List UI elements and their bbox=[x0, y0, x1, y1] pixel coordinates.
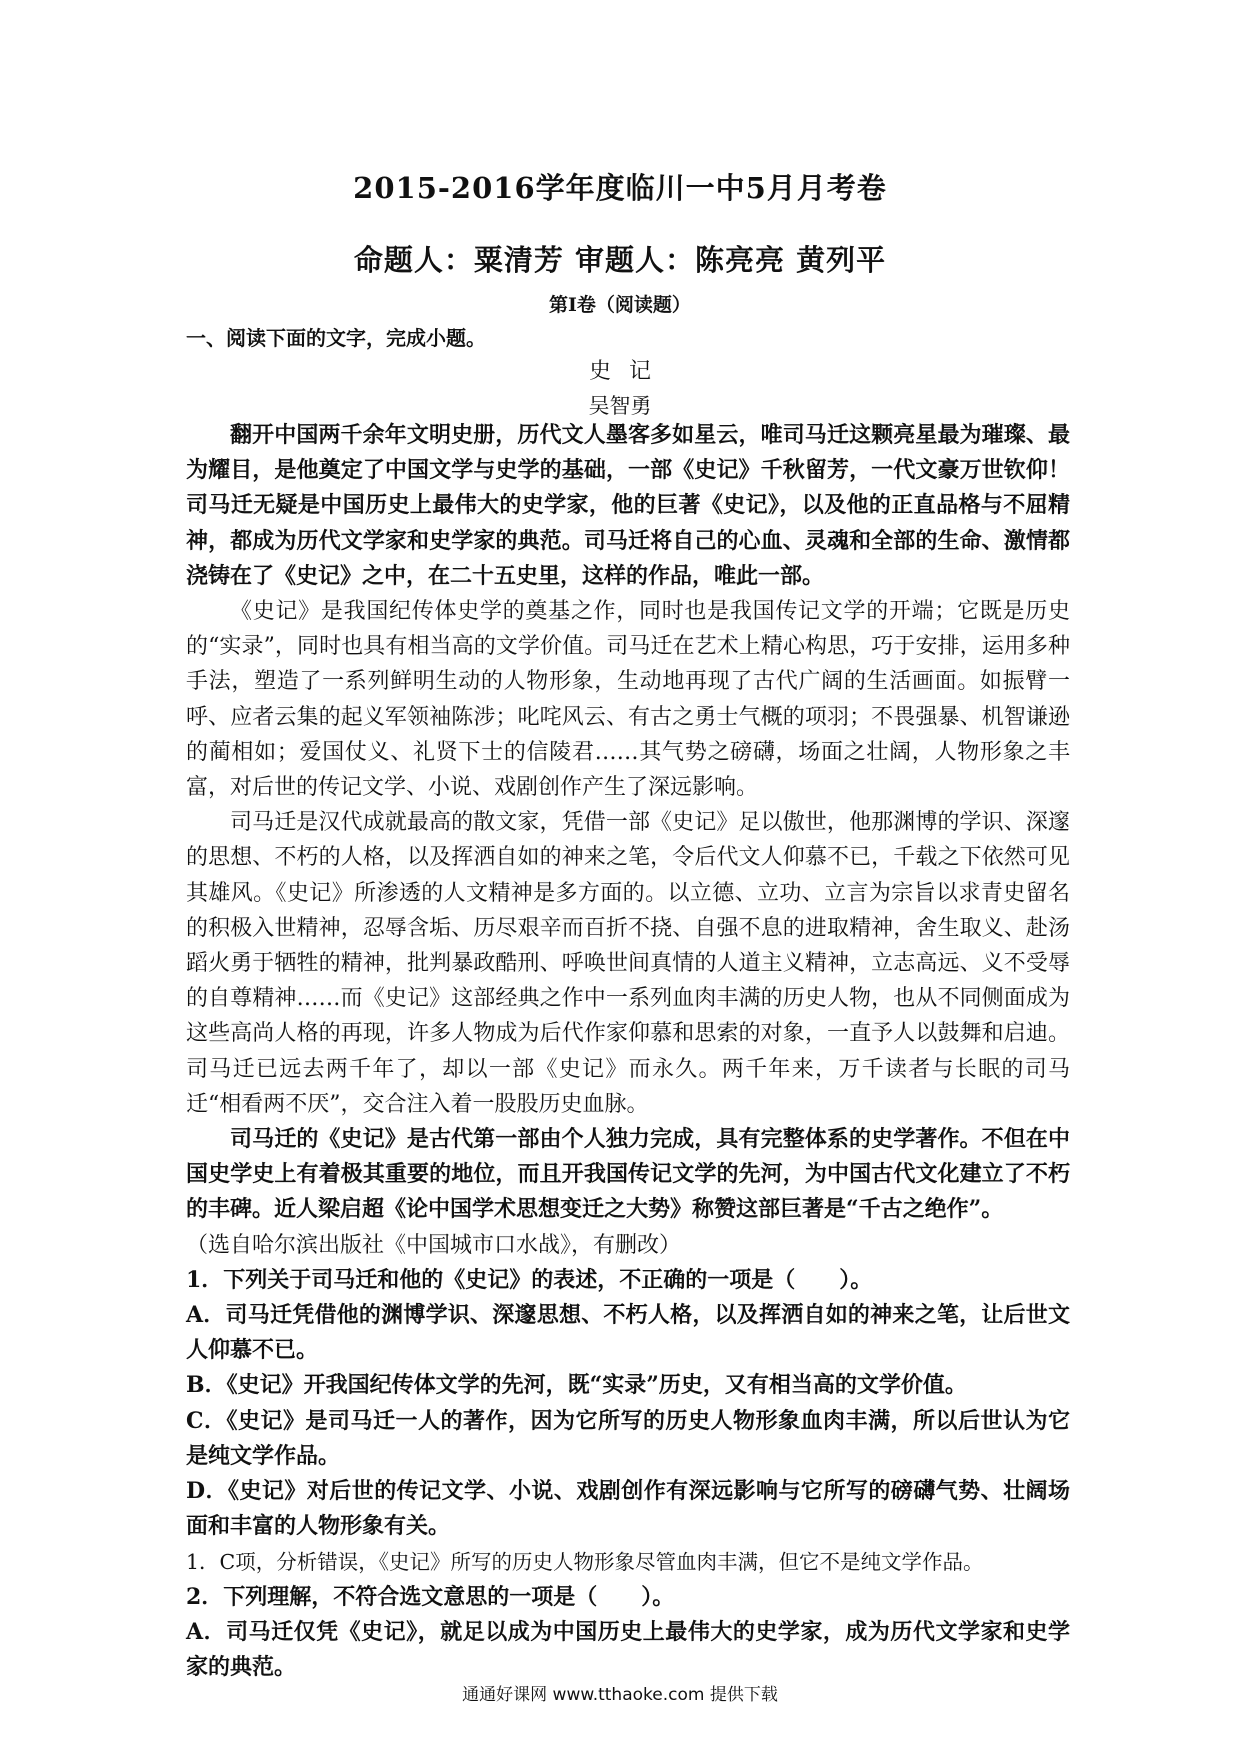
article-paragraph-4: 司马迁的《史记》是古代第一部由个人独力完成，具有完整体系的史学著作。不但在中国史学史上有着极其重要的地位，而且开我国传记文学的先河，为中国古代文化建立了不朽的丰碑。近人梁启超《论中国学术思想变迁之大势》称赞这部巨著是“千古之绝作”。 bbox=[186, 1126, 1070, 1223]
article-paragraph-3: 司马迁是汉代成就最高的散文家，凭借一部《史记》足以傲世，他那渊博的学识、深邃的思想、不朽的人格，以及挥洒自如的神来之笔，令后代文人仰慕不已，千载之下依然可见其雄风。《史记》所渗透的人文精神是多方面的。以立德、立功、立言为宗旨以求青史留名的积极入世精神，忍辱含垢、历尽艰辛而百折不挠、自强不息的进取精神，舍生取义、赴汤蹈火勇于牺牲的精神，批判暴政酷刑、呼唤世间真情的人道主义精神，立志高远、义不受辱的自尊精神……而《史记》这部经典之作中一系列血肉丰满的历史人物，也从不同侧面成为这些高尚人格的再现，许多人物成为后代作家仰慕和思索的对象，一直予人以鼓舞和启迪。司马迁已远去两千年了，却以一部《史记》而永久。两千年来，万千读者与长眠的司马迁“相看两不厌”，交合注入着一股股历史血脉。 bbox=[186, 810, 1070, 1117]
article-author: 吴智勇 bbox=[588, 394, 652, 418]
article-title: 史记 bbox=[588, 359, 669, 384]
volume-label: 第I卷（阅读题） bbox=[549, 294, 691, 316]
question-2-option-a: A．司马迁仅凭《史记》，就足以成为中国历史上最伟大的史学家，成为历代文学家和史学家的典范。 bbox=[186, 1618, 1070, 1681]
question-1-option-b: B．《史记》开我国纪传体文学的先河，既“实录”历史，又有相当高的文学价值。 bbox=[186, 1372, 967, 1399]
question-1-option-a: A．司马迁凭借他的渊博学识、深邃思想、不朽人格，以及挥洒自如的神来之笔，让后世文人仰慕不已。 bbox=[186, 1302, 1070, 1364]
section-heading: 一、阅读下面的文字，完成小题。 bbox=[186, 326, 486, 350]
exam-authors: 命题人：粟清芳 审题人：陈亮亮 黄列平 bbox=[353, 243, 887, 277]
article-paragraph-2: 《史记》是我国纪传体史学的奠基之作，同时也是我国传记文学的开端；它既是历史的“实录”，同时也具有相当高的文学价值。司马迁在艺术上精心构思，巧于安排，运用多种手法，塑造了一系列鲜明生动的人物形象，生动地再现了古代广阔的生活画面。如振臂一呼、应者云集的起义军领袖陈涉；叱咤风云、有古之勇士气概的项羽；不畏强暴、机智谦逊的蔺相如；爱国仗义、礼贤下士的信陵君……其气势之磅礴，场面之壮阔，人物形象之丰富，对后世的传记文学、小说、戏剧创作产生了深远影响。 bbox=[186, 599, 1070, 801]
question-1-option-d: D．《史记》对后世的传记文学、小说、戏剧创作有深远影响与它所写的磅礴气势、壮阔场面和丰富的人物形象有关。 bbox=[186, 1478, 1070, 1540]
article-body bbox=[186, 418, 1070, 1685]
download-footer: 通通好课网 www.tthaoke.com 提供下载 bbox=[462, 1685, 778, 1705]
exam-title: 2015-2016学年度临川一中5月月考卷 bbox=[353, 171, 887, 205]
article-paragraph-1: 翻开中国两千余年文明史册，历代文人墨客多如星云，唯司马迁这颗亮星最为璀璨、最为耀目，是他奠定了中国文学与史学的基础，一部《史记》千秋留芳，一代文豪万世钦仰！司马迁无疑是中国历史上最伟大的史学家，他的巨著《史记》，以及他的正直品格与不屈精神，都成为历代文学家和史学家的典范。司马迁将自己的心血、灵魂和全部的生命、激情都浇铸在了《史记》之中，在二十五史里，这样的作品，唯此一部。 bbox=[186, 422, 1070, 589]
question-1-option-c: C．《史记》是司马迁一人的著作，因为它所写的历史人物形象血肉丰满，所以后世认为它是纯文学作品。 bbox=[186, 1407, 1070, 1469]
article-source: （选自哈尔滨出版社《中国城市口水战》，有删改） bbox=[186, 1232, 682, 1258]
question-1-stem: 1．下列关于司马迁和他的《史记》的表述，不正确的一项是（ ）。 bbox=[186, 1266, 873, 1293]
question-1-answer: 1．C项，分析错误，《史记》所写的历史人物形象尽管血肉丰满，但它不是纯文学作品。 bbox=[186, 1549, 984, 1574]
question-2-stem: 2．下列理解，不符合选文意思的一项是（ ）。 bbox=[186, 1583, 675, 1610]
